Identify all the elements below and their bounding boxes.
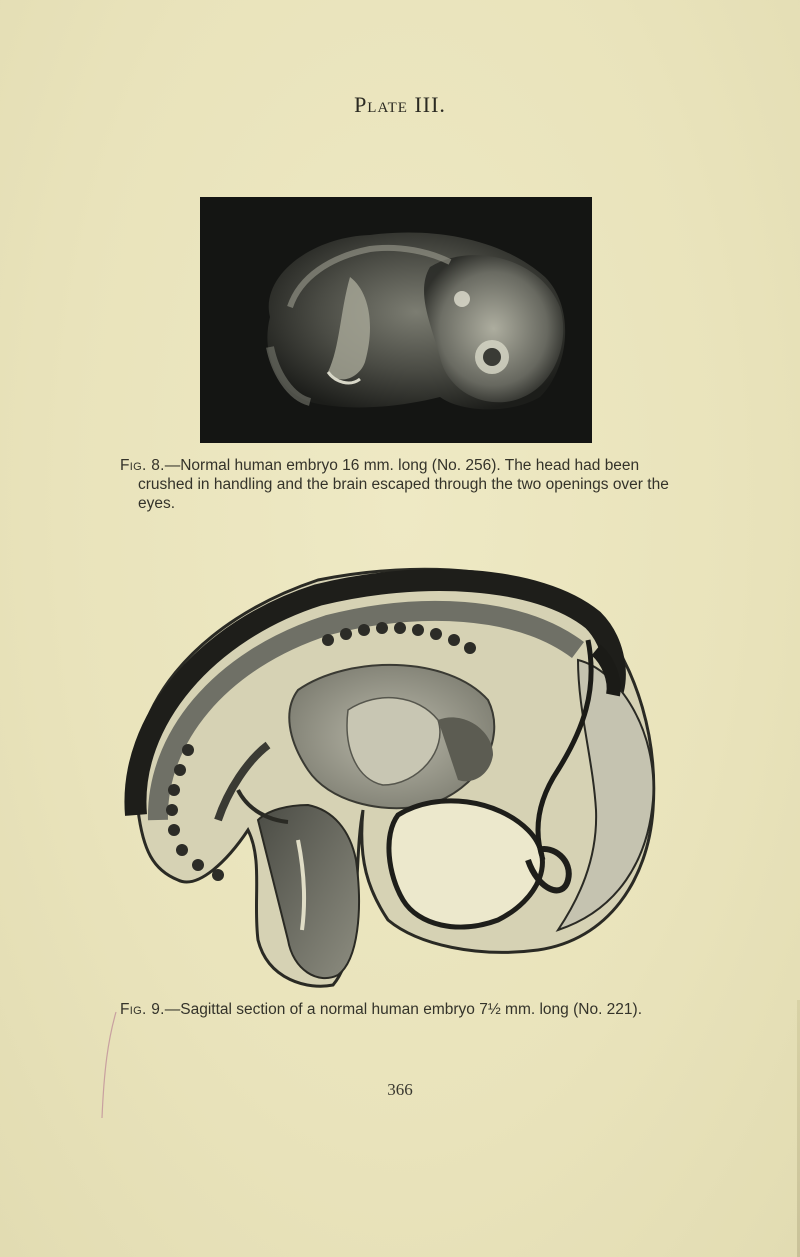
embryo-photo-illustration	[200, 197, 592, 443]
sagittal-section-illustration	[118, 560, 664, 992]
figure-8-caption-text: —Normal human embryo 16 mm. long (No. 256). The head had been crushed in handling and the brain escaped through the two openings over the eyes.	[138, 457, 669, 512]
pencil-mark	[96, 1010, 120, 1120]
figure-9-caption-text: —Sagittal section of a normal human embryo 7½ mm. long (No. 221).	[164, 1001, 643, 1018]
page-number: 366	[387, 1080, 413, 1099]
figure-8-label: Fig. 8.	[120, 457, 165, 474]
figure-9-caption	[120, 1000, 698, 1019]
figure-8-photograph	[200, 197, 592, 443]
figure-9-sagittal-section	[118, 560, 664, 992]
figure-9-label: Fig. 9.	[120, 1001, 165, 1018]
figure-8-caption	[120, 456, 698, 513]
plate-title: Plate III.	[354, 92, 446, 117]
